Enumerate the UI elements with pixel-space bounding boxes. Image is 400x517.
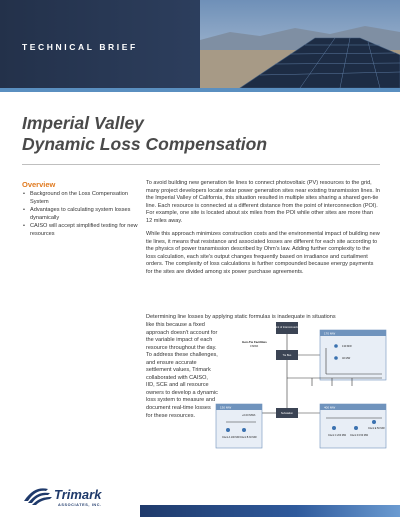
poi-label: Point of Interconnection xyxy=(273,326,301,329)
title-divider xyxy=(22,164,380,165)
gentie-label: Gen-Tie Facilities xyxy=(242,340,267,344)
overview-item: • Advantages to calculating system losses dynamically xyxy=(22,207,142,222)
paragraph-2: While this approach minimizes construction costs and the environmental impact of building new tie lines, it means that resistance and associated losses are different for each site according to the physics of power transmission described by Ohm's law. Adding further complexity to the loss calculation, each site's output changes frequently based on irradiance and curtailment orders. The complexity of loss calculations is further compounded because energy payments for the sites are divided among six power purchase agreements. xyxy=(146,231,380,276)
solar-panel-photo xyxy=(200,0,400,88)
client-a-label: Client A 100 MW xyxy=(222,436,240,439)
overview-heading: Overview xyxy=(22,180,56,189)
paragraph-3-lead: Determining line losses by applying static formulas is inadequate in situations xyxy=(146,314,336,320)
loss-system-diagram xyxy=(212,318,390,452)
paragraph-1: To avoid building new generation tie lines to connect photovoltaic (PV) resources to the grid, many project developers locate solar power generation sites near existing transmission lines. In the Imperial Valley of California, this situation resulted in multiple sites sharing a shared gen-tie line. Each resource is connected at a different distance from the point of interconnection (POI). For example, one site is located about six miles from the POI while other sites are more than 12 miles away. xyxy=(146,180,381,224)
right-top-value: 130 MW xyxy=(342,345,352,348)
client-d-label: Client D 150 MW xyxy=(350,434,369,437)
overview-item: • CAISO will accept simplified testing for new resources xyxy=(22,223,142,238)
right-lower-title: 400 MW xyxy=(324,405,336,410)
logo-subtitle: ASSOCIATES, INC. xyxy=(58,503,102,507)
tie-bus-label: Tie Bus xyxy=(282,354,292,357)
title-line-1: Imperial Valley xyxy=(22,113,144,133)
left-panel-title: 130 MW xyxy=(220,405,232,410)
right-lower-panel xyxy=(320,404,386,448)
paragraph-3-wrapped: like this because a fixed approach doesn't account for the variable impact of each resource throughout the day. To address these challenges, and ensure accurate settlement values, Trimark collaborated with CAISO, IID, SCE and all resource owners to develop a dynamic loss system to measure and document real-time losses for these resources. xyxy=(146,322,218,419)
body-text xyxy=(146,180,380,283)
header-banner xyxy=(0,0,400,88)
client-b-label: Client B 30 MW xyxy=(240,436,257,439)
footer-bar xyxy=(140,505,400,517)
right-mid-value: 40 MW xyxy=(342,357,351,360)
header-rule xyxy=(0,88,400,92)
overview-list xyxy=(22,191,142,240)
left-mw-value: +0.00 MWh xyxy=(242,414,256,417)
logo-wordmark: Trimark xyxy=(54,487,102,502)
document-type-label: TECHNICAL BRIEF xyxy=(22,42,138,52)
client-e-label: Client E 50 MW xyxy=(368,427,385,430)
overview-item: • Background on the Loss Compensation System xyxy=(22,191,142,206)
left-panel xyxy=(216,404,262,448)
right-panel-title: 170 MW xyxy=(324,331,336,336)
trimark-logo xyxy=(22,483,142,509)
gentie-value: 0 MWh xyxy=(250,345,259,348)
client-c-label: Client C 200 MW xyxy=(328,434,347,437)
substation-label: Substation xyxy=(280,412,294,415)
title-line-2: Dynamic Loss Compensation xyxy=(22,134,268,154)
page-title xyxy=(22,113,267,155)
right-panel xyxy=(320,330,386,380)
